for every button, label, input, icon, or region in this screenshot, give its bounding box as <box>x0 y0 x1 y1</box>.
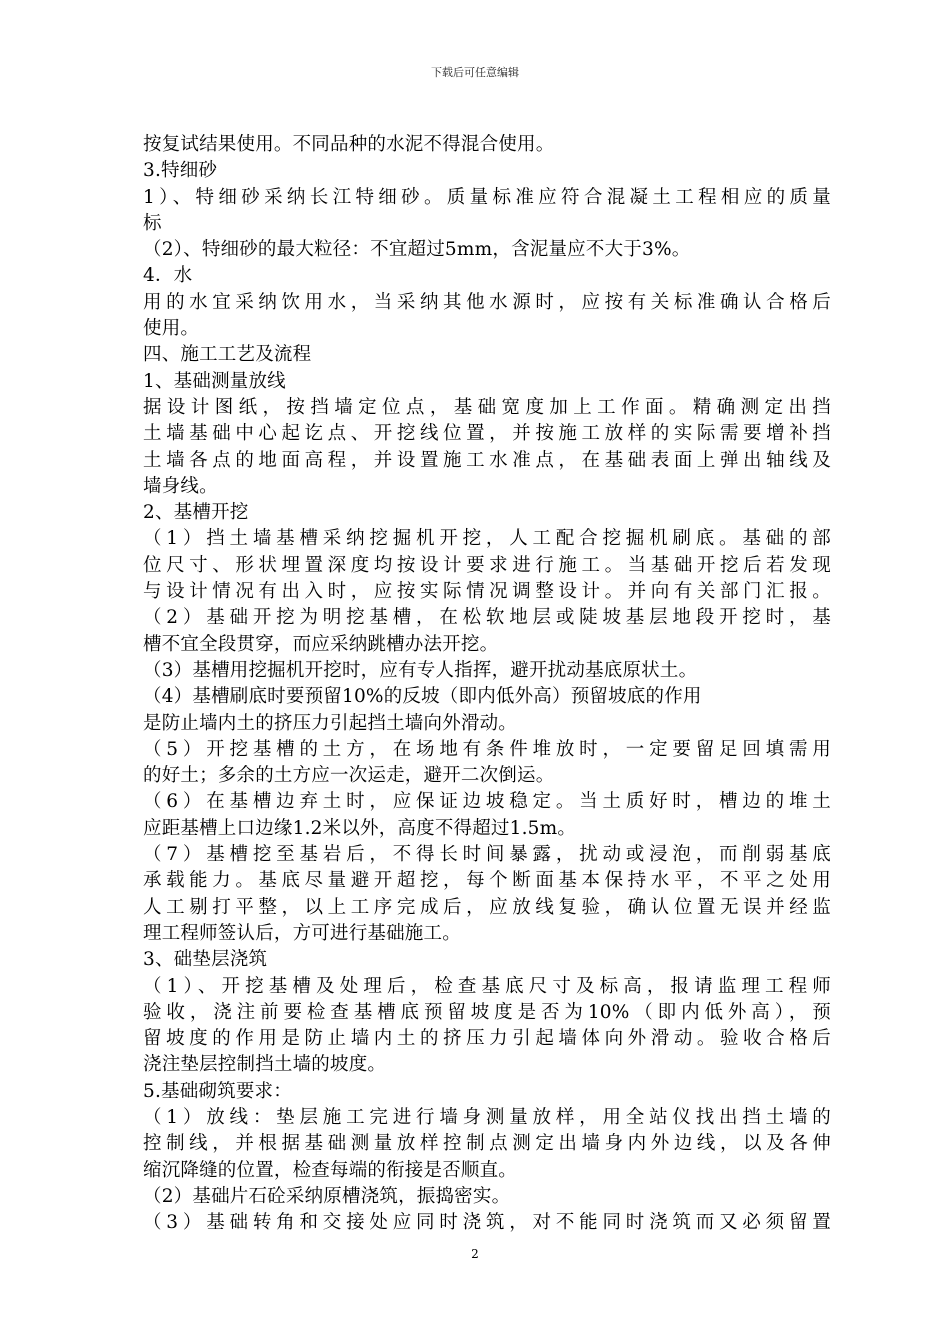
text-line: 验收，浇注前要检查基槽底预留坡度是否为10%（即内低外高），预 <box>143 1001 831 1023</box>
section-heading: 4．水 <box>143 265 193 287</box>
text-line: （1）挡土墙基槽采纳挖掘机开挖，人工配合挖掘机刷底。基础的部 <box>143 528 831 550</box>
text-line: （3）基槽用挖掘机开挖时，应有专人指挥，避开扰动基底原状土。 <box>143 659 698 681</box>
text-line: 据设计图纸，按挡墙定位点，基础宽度加上工作面。精确测定出挡 <box>143 396 831 418</box>
text-line: 理工程师签认后，方可进行基础施工。 <box>143 922 461 944</box>
text-line: 留坡度的作用是防止墙内土的挤压力引起墙体向外滑动。验收合格后 <box>143 1028 831 1050</box>
text-line: 使用。 <box>143 318 200 340</box>
text-line: 人工剔打平整，以上工序完成后，应放线复验，确认位置无误并经监 <box>143 896 831 918</box>
section-heading: 四、施工工艺及流程 <box>143 344 312 366</box>
text-line: 土墙基础中心起讫点、开挖线位置，并按施工放样的实际需要增补挡 <box>143 423 831 445</box>
text-line: （7）基槽挖至基岩后，不得长时间暴露，扰动或浸泡，而削弱基底 <box>143 844 831 866</box>
text-line: 用的水宜采纳饮用水，当采纳其他水源时，应按有关标准确认合格后 <box>143 291 831 313</box>
text-line: （2）基础开挖为明挖基槽，在松软地层或陡坡基层地段开挖时，基 <box>143 607 831 629</box>
text-line: （4）基槽刷底时要预留10%的反坡（即内低外高）预留坡底的作用 <box>143 686 702 708</box>
document-body <box>143 132 831 1236</box>
text-line: 1）、特细砂采纳长江特细砂。质量标准应符合混凝土工程相应的质量 <box>143 186 831 208</box>
text-line: 墙身线。 <box>143 475 218 497</box>
text-line: （5）开挖基槽的土方，在场地有条件堆放时，一定要留足回填需用 <box>143 738 831 760</box>
text-line: 缩沉降缝的位置，检查每端的衔接是否顺直。 <box>143 1159 518 1181</box>
text-line: 的好土；多余的土方应一次运走，避开二次倒运。 <box>143 765 555 787</box>
text-line: 承载能力。基底尽量避开超挖，每个断面基本保持水平，不平之处用 <box>143 870 831 892</box>
text-line: （1）、开挖基槽及处理后，检查基底尺寸及标高，报请监理工程师 <box>143 975 831 997</box>
page-number: 2 <box>471 1247 479 1261</box>
text-line: （2）、特细砂的最大粒径：不宜超过5mm，含泥量应不大于3%。 <box>143 239 691 261</box>
text-line: （2）基础片石砼采纳原槽浇筑，振捣密实。 <box>143 1185 511 1207</box>
page-header: 下载后可任意编辑 <box>431 66 519 79</box>
text-line: 标 <box>143 212 162 234</box>
section-heading: 3.特细砂 <box>143 160 218 182</box>
text-line: （6）在基槽边弃土时，应保证边坡稳定。当土质好时，槽边的堆土 <box>143 791 831 813</box>
text-line: 与设计情况有出入时，应按实际情况调整设计。并向有关部门汇报。 <box>143 581 831 603</box>
text-line: （3）基础转角和交接处应同时浇筑，对不能同时浇筑而又必须留置 <box>143 1212 831 1234</box>
text-line: （1）放线：垫层施工完进行墙身测量放样，用全站仪找出挡土墙的 <box>143 1106 831 1128</box>
section-heading: 1、基础测量放线 <box>143 370 286 392</box>
text-line: 土墙各点的地面高程，并设置施工水准点，在基础表面上弹出轴线及 <box>143 449 831 471</box>
text-line: 控制线，并根据基础测量放样控制点测定出墙身内外边线，以及各伸 <box>143 1133 831 1155</box>
text-line: 浇注垫层控制挡土墙的坡度。 <box>143 1054 387 1076</box>
text-line: 应距基槽上口边缘1.2米以外，高度不得超过1.5m。 <box>143 817 577 839</box>
section-heading: 2、基槽开挖 <box>143 502 249 524</box>
text-line: 按复试结果使用。不同品种的水泥不得混合使用。 <box>143 134 555 155</box>
text-line: 槽不宜全段贯穿，而应采纳跳槽办法开挖。 <box>143 633 499 655</box>
text-line: 位尺寸、形状埋置深度均按设计要求进行施工。当基础开挖后若发现 <box>143 554 831 576</box>
text-line: 是防止墙内土的挤压力引起挡土墙向外滑动。 <box>143 712 518 734</box>
section-heading: 3、础垫层浇筑 <box>143 949 268 971</box>
section-heading: 5.基础砌筑要求： <box>143 1080 292 1102</box>
